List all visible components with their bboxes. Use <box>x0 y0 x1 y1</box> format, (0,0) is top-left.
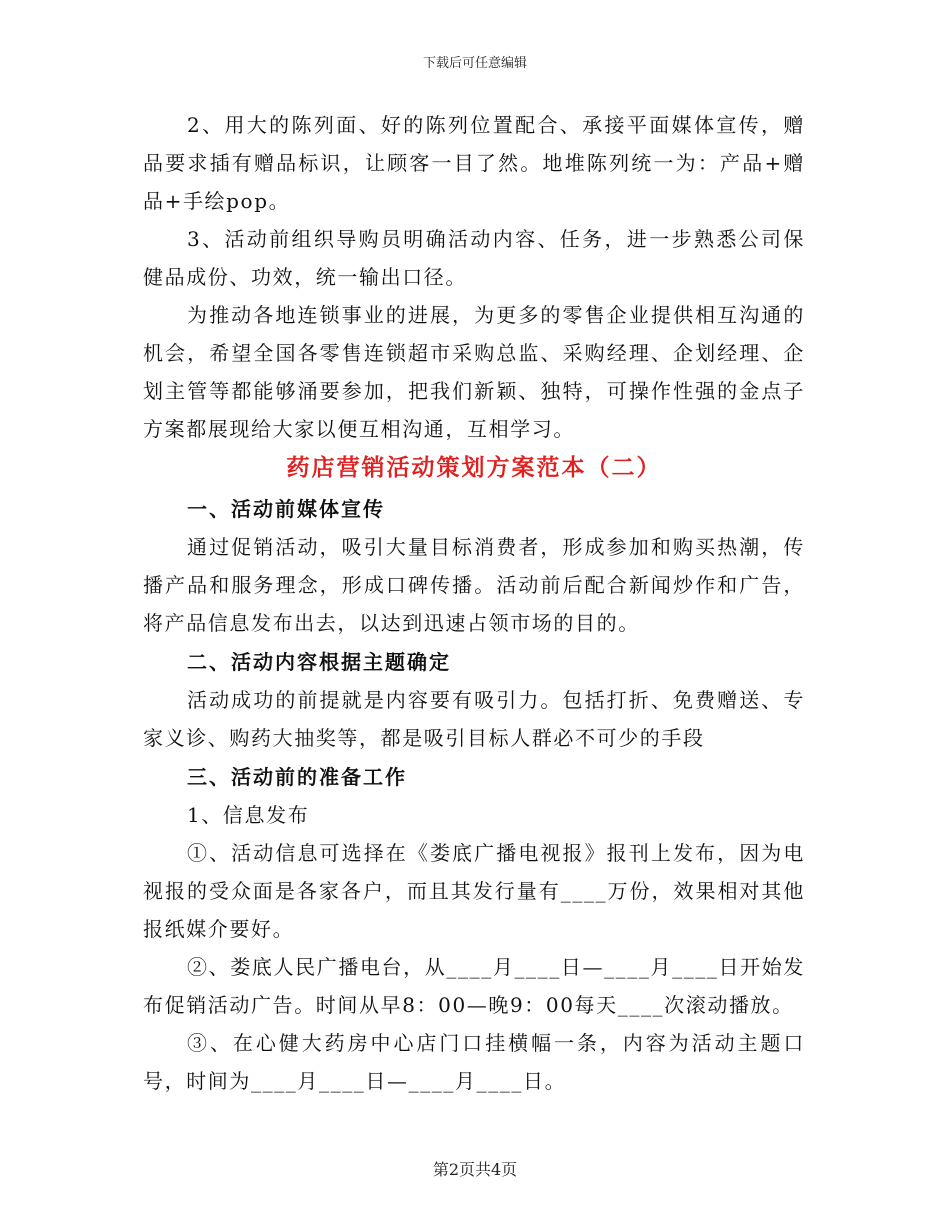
intro-paragraph-2: 3、活动前组织导购员明确活动内容、任务，进一步熟悉公司保健品成份、功效，统一输出口径。 <box>143 227 805 289</box>
section-3-subheading: 1、信息发布 <box>187 803 310 827</box>
section-1-heading: 一、活动前媒体宣传 <box>187 497 385 521</box>
intro-paragraph-1: 2、用大的陈列面、好的陈列位置配合、承接平面媒体宣传，赠品要求插有赠品标识，让顾客一目了然。地堆陈列统一为：产品+赠品+手绘pop。 <box>143 113 805 213</box>
section-3-item-1: ①、活动信息可选择在《娄底广播电视报》报刊上发布，因为电视报的受众面是各家各户，而且其发行量有____万份，效果相对其他报纸媒介要好。 <box>143 841 805 941</box>
intro-paragraph-3: 为推动各地连锁事业的进展，为更多的零售企业提供相互沟通的机会，希望全国各零售连锁超市采购总监、采购经理、企划经理、企划主管等都能够涌要参加，把我们新颖、独特，可操作性强的金点子方案都展现给大家以便互相沟通，互相学习。 <box>143 303 805 441</box>
section-2 <box>143 643 805 757</box>
section-3 <box>143 758 805 1100</box>
section-3-item-2: ②、娄底人民广播电台，从____月____日—____月____日开始发布促销活动广告。时间从早8：00—晚9：00每天____次滚动播放。 <box>143 955 805 1017</box>
header-note: 下载后可任意编辑 <box>422 56 527 71</box>
section-2-heading: 二、活动内容根据主题确定 <box>187 650 451 674</box>
section-3-item-3: ③、在心健大药房中心店门口挂横幅一条，内容为活动主题口号，时间为____月____日—____月____日。 <box>143 1031 805 1093</box>
section-1 <box>143 490 805 642</box>
document-body <box>143 106 805 1100</box>
document-title: 药店营销活动策划方案范本（二） <box>286 454 662 481</box>
page-number: 第2页共4页 <box>432 1160 518 1179</box>
section-3-heading: 三、活动前的准备工作 <box>187 765 407 789</box>
section-1-body: 通过促销活动，吸引大量目标消费者，形成参加和购买热潮，传播产品和服务理念，形成口碑传播。活动前后配合新闻炒作和广告，将产品信息发布出去，以达到迅速占领市场的目的。 <box>143 535 805 635</box>
section-2-body: 活动成功的前提就是内容要有吸引力。包括打折、免费赠送、专家义诊、购药大抽奖等，都是吸引目标人群必不可少的手段 <box>143 688 805 750</box>
